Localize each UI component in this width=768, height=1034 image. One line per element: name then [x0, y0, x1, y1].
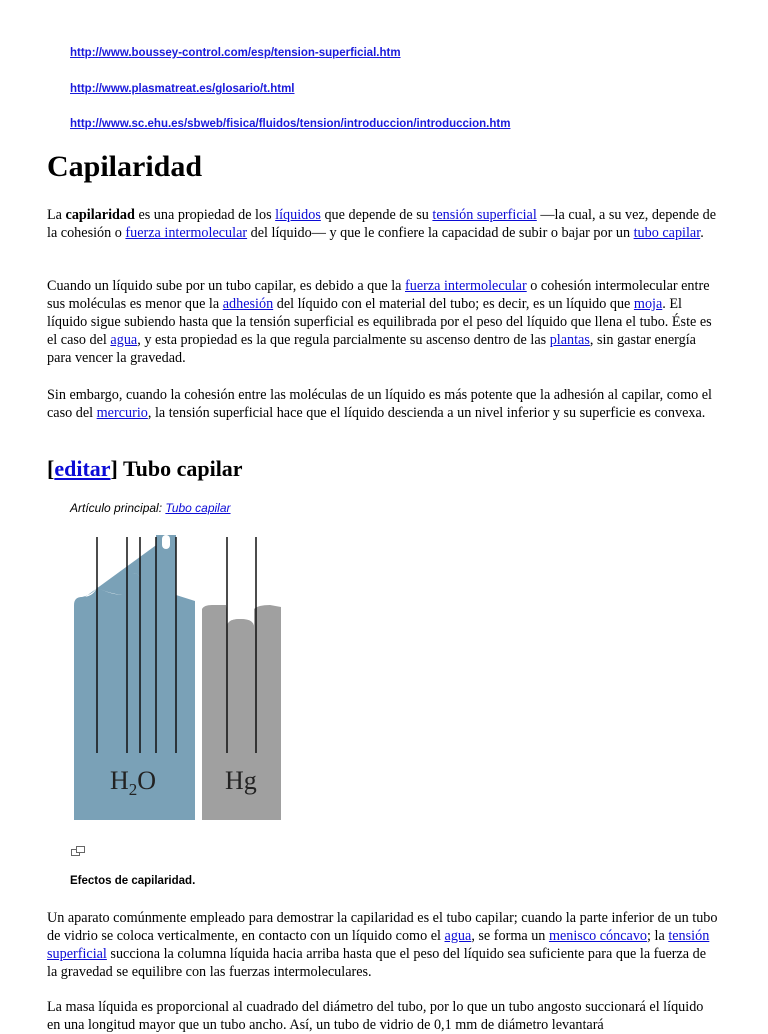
figure-caption: Efectos de capilaridad. — [70, 875, 196, 887]
paragraph-tubo: Un aparato comúnmente empleado para demostrar la capilaridad es el tubo capilar; cuando la parte inferior de un tubo de vidrio se coloca verticalmente, en contacto con un líquido como el agua, se forma un menisco cóncavo; la tensión superficial succiona la columna líquida hacia arriba hasta que el peso del líquido sea suficiente para que la fuerza de la gravedad se equilibre con las fuerzas intermoleculares. — [47, 910, 718, 980]
link-agua-2[interactable]: agua — [444, 928, 472, 944]
main-article-note: Artículo principal: Tubo capilar — [70, 501, 231, 515]
paragraph-masa: La masa líquida es proporcional al cuadrado del diámetro del tubo, por lo que un tubo angosto succionará el líquido en una longitud mayor que un tubo ancho. Así, un tubo de vidrio de 0,1 mm de diámetro levantará — [47, 999, 704, 1033]
water-surface — [74, 535, 195, 820]
capillarity-figure — [70, 535, 284, 825]
link-agua[interactable]: agua — [110, 332, 138, 348]
link-tubo-capilar[interactable]: tubo capilar — [633, 225, 701, 241]
mercury-tank — [202, 537, 281, 820]
edit-link[interactable]: editar — [54, 456, 111, 481]
link-adhesion[interactable]: adhesión — [222, 296, 274, 312]
bold-term: capilaridad — [65, 207, 135, 223]
reference-link-3[interactable]: http://www.sc.ehu.es/sbweb/fisica/fluidos/tension/introduccion/introduccion.htm — [70, 118, 511, 130]
page-title: Capilaridad — [47, 150, 203, 183]
reference-link-1[interactable]: http://www.boussey-control.com/esp/tension-superficial.htm — [70, 47, 401, 59]
mercury-label: Hg — [225, 766, 257, 795]
water-tank — [74, 535, 195, 820]
link-fuerza-intermolecular-2[interactable]: fuerza intermolecular — [405, 278, 527, 294]
paragraph-mercurio: Sin embargo, cuando la cohesión entre las moléculas de un líquido es más potente que la adhesión al capilar, como el caso del mercurio, la tensión superficial hace que el líquido descienda a un nivel inferior y su superficie es convexa. — [47, 387, 712, 421]
link-plantas[interactable]: plantas — [549, 332, 590, 348]
enlarge-icon[interactable] — [71, 845, 85, 857]
link-tension-superficial-2[interactable]: tensión superficial — [47, 928, 710, 962]
link-mercurio[interactable]: mercurio — [96, 405, 148, 421]
main-article-link[interactable]: Tubo capilar — [165, 501, 231, 515]
link-fuerza-intermolecular[interactable]: fuerza intermolecular — [125, 225, 248, 241]
paragraph-ascenso: Cuando un líquido sube por un tubo capilar, es debido a que la fuerza intermolecular o cohesión intermolecular entre sus moléculas es menor que la adhesión del líquido con el material del tubo; es decir, es un líquido que moja. El líquido sigue subiendo hasta que la tensión superficial es equilibrada por el peso del líquido que llena el tubo. Éste es el caso del agua, y esta propiedad es la que regula parcialmente su ascenso dentro de las plantas, sin gastar energía para vencer la gravedad. — [47, 278, 712, 366]
link-menisco-concavo[interactable]: menisco cóncavo — [548, 928, 648, 944]
water-tube-meniscus — [162, 535, 170, 549]
link-moja[interactable]: moja — [633, 296, 663, 312]
reference-link-2[interactable]: http://www.plasmatreat.es/glosario/t.html — [70, 83, 295, 95]
section-heading: [editar] Tubo capilar — [47, 456, 243, 481]
link-liquidos[interactable]: líquidos — [275, 207, 321, 223]
paragraph-intro: La capilaridad es una propiedad de los líquidos que depende de su tensión superficial —la cual, a su vez, depende de la cohesión o fuerza intermolecular del líquido— y que le confiere la capacidad de subir o bajar por un tubo capilar. — [47, 207, 717, 241]
water-label: $H_2O$ — [110, 766, 157, 799]
link-tension-superficial[interactable]: tensión superficial — [432, 207, 537, 223]
